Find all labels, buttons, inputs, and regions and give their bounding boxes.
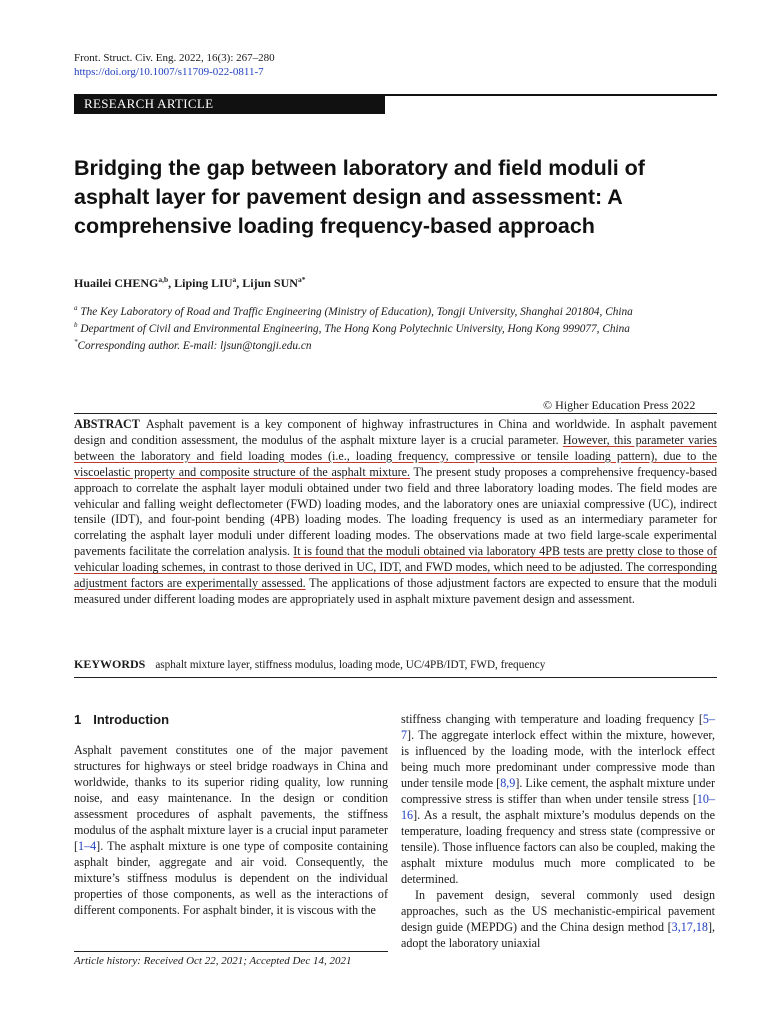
paragraph	[74, 742, 388, 918]
abstract	[74, 417, 717, 608]
section-number: 1	[74, 712, 82, 727]
body-text: ]. The asphalt mixture is one type of composite containing asphalt binder, aggregate and air void. Consequently, the mixture’s stiffness modulus is dependent on the individual properties of those components, as well as the interactions of different components. For asphalt binder, it is viscous with the	[74, 839, 388, 917]
affil-text: The Key Laboratory of Road and Traffic Engineering (Ministry of Education), Tongji University, Shanghai 201804, China	[80, 305, 633, 318]
paragraph	[401, 711, 715, 887]
doi-link[interactable]: https://doi.org/10.1007/s11709-022-0811-7	[74, 66, 264, 78]
affil-mark: b	[74, 321, 78, 329]
affil-mark: a	[74, 304, 78, 312]
author-name: Lijun SUN	[242, 276, 298, 290]
affiliation-b	[74, 318, 630, 336]
author-name: Huailei CHENG	[74, 276, 159, 290]
author-separator: ,	[236, 276, 243, 290]
body-text: ]. As a result, the asphalt mixture’s modulus depends on the temperature, loading frequency and stress state (compressive or tensile). Those influence factors can also be coupled, making the asphalt mixture modulus much more complicated to be determined.	[401, 808, 715, 886]
paragraph	[401, 887, 715, 951]
author-list	[74, 272, 305, 291]
citation-link[interactable]: 8,9	[500, 776, 516, 790]
affiliation-a	[74, 301, 633, 319]
section-title: Introduction	[93, 712, 170, 727]
citation-link[interactable]: 1–4	[78, 839, 97, 853]
citation-link[interactable]: 10–16	[401, 792, 715, 822]
copyright-notice: © Higher Education Press 2022	[543, 398, 696, 412]
affil-text: Department of Civil and Environmental Engineering, The Hong Kong Polytechnic University, Hong Kong 999077, China	[80, 322, 630, 335]
paper-title: Bridging the gap between laboratory and field moduli of asphalt layer for pavement design and assessment: A comprehensive loading frequency-based approach	[74, 156, 645, 238]
citation-link[interactable]: 3,17,18	[671, 920, 708, 934]
abstract-top-rule	[74, 413, 717, 414]
author-affil-mark: a*	[297, 275, 306, 284]
body-text: In pavement design, several commonly used design approaches, such as the US mechanistic-empirical pavement design guide (MEPDG) and the China design method [	[401, 888, 715, 934]
header-rule	[385, 94, 717, 96]
body-text: ]. The aggregate interlock effect within the mixture, however, is influenced by the loading mode, with the interlock effect being much more predominant under compressive mode than under tensile mode [	[401, 728, 715, 790]
author-affil-mark: a	[232, 275, 237, 284]
abstract-text: The present study proposes a comprehensive frequency-based approach to correlate the asphalt layer moduli obtained under two field and three laboratory loading modes. The field modes are vehicular and falling weight deflectometer (FWD) loading modes, and the laboratory ones are uniaxial compressive (UC), indirect tensile (IDT), and four-point bending (4PB) loading modes. The loading frequency is used as an intermediary parameter for correlating the asphalt layer moduli under different loading modes. The observations made at two field large-scale experimental pavements facilitate the correlation analysis.	[74, 464, 717, 559]
article-history: Article history: Received Oct 22, 2021; Accepted Dec 14, 2021	[74, 955, 352, 967]
citation-link[interactable]: 5–7	[401, 712, 715, 742]
body-column-right	[401, 711, 715, 951]
abstract-text: The applications of those adjustment factors are expected to ensure that the moduli measured under different loading modes are appropriately used in asphalt mixture pavement design and assessment.	[74, 576, 717, 606]
corresponding-author	[74, 335, 312, 353]
abstract-label: ABSTRACT	[74, 417, 140, 431]
body-text: ]. Like cement, the asphalt mixture under compressive stress is stiffer than when under tensile stress [	[401, 776, 715, 806]
body-column-left	[74, 742, 388, 918]
affil-mark: *	[74, 338, 78, 346]
body-text: Asphalt pavement constitutes one of the major pavement structures for highways or steel bridge roadways in China and worldwide, thanks to its superior riding quality, low running noise, and easy maintenance. In the design or condition assessment procedures of asphalt pavements, the stiffness modulus of the asphalt mixture layer is a crucial input parameter [	[74, 743, 388, 853]
abstract-highlight: It is found that the moduli obtained via laboratory 4PB tests are pretty close to those of vehicular loading schemes, in contrast to those derived in UC, IDT, and FWD modes, which need to be adjusted. The corresponding adjustment factors are experimentally assessed.	[74, 544, 717, 591]
abstract-text: Asphalt pavement is a key component of highway infrastructures in China and worldwide. In asphalt pavement design and condition assessment, the modulus of the asphalt mixture layer is a crucial parameter.	[74, 417, 717, 447]
body-text: ], adopt the laboratory uniaxial	[401, 920, 715, 950]
author-affil-mark: a,b	[158, 275, 169, 284]
keywords-label: KEYWORDS	[74, 657, 146, 671]
keywords-text: asphalt mixture layer, stiffness modulus, loading mode, UC/4PB/IDT, FWD, frequency	[155, 659, 546, 671]
journal-citation: Front. Struct. Civ. Eng. 2022, 16(3): 267–280	[74, 52, 275, 64]
body-text: stiffness changing with temperature and loading frequency [	[401, 712, 703, 726]
keywords	[74, 657, 545, 672]
footnote-rule	[74, 951, 388, 952]
section-heading	[74, 712, 169, 728]
article-type-banner: RESEARCH ARTICLE	[74, 94, 385, 114]
keywords-bottom-rule	[74, 677, 717, 678]
author-separator: ,	[168, 276, 175, 290]
affil-text: Corresponding author. E-mail: ljsun@tongji.edu.cn	[77, 339, 312, 352]
author-name: Liping LIU	[174, 276, 233, 290]
abstract-highlight: However, this parameter varies between the laboratory and field loading modes (i.e., loading frequency, compressive or tensile loading pattern), due to the viscoelastic property and composite structure of the asphalt mixture.	[74, 432, 717, 479]
